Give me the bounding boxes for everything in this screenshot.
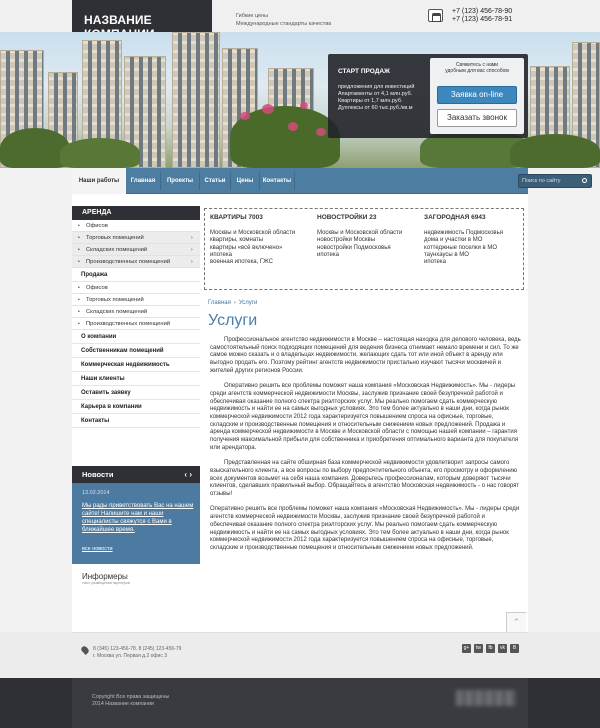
sidebar <box>72 206 200 428</box>
breadcrumb <box>208 300 257 306</box>
sidebar-item-owners[interactable]: Собственникам помещений <box>72 344 200 358</box>
news-header <box>72 466 200 483</box>
article-paragraph: Профессиональное агентство недвижимости в Москве – настоящая находка для делового человека, ведь самостоятельный поиск подходящих помещений для ведения бизнеса отнимает немало времени и сил. То же самое можно сказать и о владельцах недвижимости, желающих сдать тот или иной объект в аренду или выгодно продать его. Поэтому рейтинг агентств недвижимости пристально изучают тысячи москвичей и жителей других регионов России. <box>210 337 521 374</box>
scroll-top-button[interactable] <box>506 612 526 632</box>
copyright <box>92 694 169 708</box>
category-link[interactable]: Москвы и Московской области <box>317 230 403 236</box>
category-link[interactable]: ипотека <box>424 259 446 266</box>
promo-line: Дуплексы от 60 тыс.руб./кв.м <box>338 105 413 111</box>
category-title[interactable]: НОВОСТРОЙКИ 23 <box>317 214 377 221</box>
category-link[interactable]: таунхаусы в МО <box>424 251 469 258</box>
category-link[interactable]: коттеджные поселки в МО <box>424 244 498 251</box>
contact-line-2: удобным для вас способом <box>445 68 509 74</box>
promo-line: Квартиры от 1,7 млн.руб. <box>338 98 403 104</box>
header-phones <box>452 8 512 24</box>
nav-item-works[interactable]: Наши работы <box>72 168 126 194</box>
category-apartments <box>205 209 311 266</box>
twitter-icon[interactable]: tw <box>476 645 481 651</box>
informers <box>82 572 130 585</box>
main-nav <box>72 168 561 194</box>
sidebar-item-commercial[interactable]: Коммерческая недвижимость <box>72 358 200 372</box>
footer-address: г. Москва ул. Первая д.2 офис 3 <box>93 653 168 659</box>
phone-icon <box>428 9 443 22</box>
contact-box <box>430 58 524 134</box>
arrow-right-icon: › <box>191 235 193 241</box>
nav-item-home[interactable]: Главная <box>130 178 156 184</box>
chevron-left-icon[interactable]: ‹ <box>184 470 188 479</box>
chevron-right-icon[interactable]: › <box>189 470 192 479</box>
sidebar-item-about[interactable]: О компании <box>72 330 200 344</box>
online-request-button[interactable]: Заявка on-line <box>437 86 517 104</box>
facebook-icon[interactable]: fb <box>486 644 495 653</box>
promo-line: предложения для инвестиций <box>338 84 415 90</box>
promo-title: СТАРТ ПРОДАЖ <box>338 68 390 75</box>
promo-panel <box>328 54 528 138</box>
sidebar-item-sale[interactable]: Продажа <box>72 268 200 282</box>
sidebar-item-sale-warehouse[interactable] <box>72 306 200 318</box>
category-link[interactable]: военная ипотека, ГЖС <box>210 259 273 266</box>
all-news-link[interactable]: все новости <box>82 546 113 552</box>
category-title[interactable]: КВАРТИРЫ 7003 <box>210 214 263 221</box>
page-title: Услуги <box>208 312 258 329</box>
counter-badge <box>456 690 516 706</box>
news-link[interactable]: Мы рады приветствовать Вас на нашем сайте! Напишите нам и наши специалисты свяжутся с Вами в ближайшее время. <box>82 503 194 533</box>
category-link[interactable]: квартиры, комнаты <box>210 237 264 244</box>
blog-icon[interactable]: B <box>510 644 519 653</box>
sidebar-item-label: Производственных помещений <box>86 321 171 327</box>
contact-line-1: Свяжитесь с нами <box>455 62 499 68</box>
sidebar-item-rent-industrial[interactable] <box>72 256 200 268</box>
order-call-button[interactable]: Заказать звонок <box>437 109 517 127</box>
sidebar-item-clients[interactable]: Наши клиенты <box>72 372 200 386</box>
category-link[interactable]: Москвы и Московской области <box>210 230 296 236</box>
chevron-up-icon: ⌃ <box>512 617 521 627</box>
sidebar-item-label: Производственных помещений <box>86 259 171 265</box>
slogan-prices: Гибкие цены <box>236 13 269 19</box>
bullet-icon: • <box>78 223 80 229</box>
bullet-icon: • <box>78 285 80 291</box>
sidebar-item-contacts[interactable]: Контакты <box>72 414 200 428</box>
bullet-icon: • <box>78 309 80 315</box>
category-title[interactable]: ЗАГОРОДНАЯ 6943 <box>424 214 486 221</box>
bullet-icon: • <box>78 321 80 327</box>
sidebar-item-label: Складских помещений <box>86 309 148 315</box>
sidebar-item-label: Торговых помещений <box>86 235 144 241</box>
promo-list <box>338 84 414 112</box>
copyright-line: Copyright Все права защищены <box>92 694 170 700</box>
footer-address-block <box>93 646 181 660</box>
category-box <box>204 208 524 290</box>
news-heading: Новости <box>82 470 114 479</box>
arrow-right-icon: › <box>191 259 193 265</box>
category-new-buildings <box>312 209 418 259</box>
header-slogans <box>236 12 331 28</box>
sidebar-item-rent-retail[interactable] <box>72 232 200 244</box>
copyright-company: 2014 Название компании <box>92 701 155 707</box>
bullet-icon: • <box>78 259 80 265</box>
arrow-right-icon: › <box>191 247 193 253</box>
breadcrumb-home[interactable]: Главная <box>208 300 231 306</box>
contact-text <box>430 62 524 74</box>
google-plus-icon[interactable]: g+ <box>463 645 470 651</box>
category-link[interactable]: дома и участки в МО <box>424 237 483 244</box>
news-widget <box>72 466 200 564</box>
category-link[interactable]: квартиры «всё включено» <box>210 244 283 251</box>
category-link[interactable]: ипотека <box>317 251 339 258</box>
breadcrumb-current[interactable]: Услуги <box>238 300 258 306</box>
article-paragraph: Оперативно решить все проблемы поможет наша компания «Московская Недвижимость». Мы - лидеры среди агентств коммерческой недвижимости Москвы, заслужив признание своей безупречной работой и обеспечивая оказание полного спектра риэлторских услуг. Мы реально помогаем сдать коммерческую недвижимость и найти ее на самых выгодных условиях. Это тем более актуально в наши дни, когда рынок коммерческой недвижимости 2012 года характеризуется повышением спроса на офисные, торговые, складские и производственные помещения и относительным снижением новых предложений. <box>210 506 520 551</box>
category-link[interactable]: недвижимость Подмосковья <box>424 230 503 236</box>
phone-number-1: +7 (123) 456-78-90 <box>452 8 513 15</box>
category-suburban <box>419 209 525 266</box>
article-body <box>210 337 522 560</box>
search-input[interactable] <box>518 174 592 188</box>
informers-subtitle: текст размещения партнеров <box>82 581 130 585</box>
nav-item-articles[interactable]: Статьи <box>204 178 226 184</box>
vk-icon[interactable]: vk <box>500 645 505 651</box>
news-arrows <box>184 466 192 483</box>
footer-contacts <box>0 632 600 678</box>
search-placeholder: Поиск по сайту <box>522 178 561 184</box>
sidebar-item-career[interactable]: Карьера в компании <box>72 400 200 414</box>
article-paragraph: Оперативно решить все проблемы поможет наша компания «Московская Недвижимость». Мы - лидеры среди агентств коммерческой недвижимости Москвы, заслужив признание своей безупречной работой и обеспечивая оказание полного спектра риэлторских услуг. Мы реально помогаем сдать коммерческую недвижимость и найти ее на самых выгодных условиях. Это тем более актуально в наши дни, когда рынок коммерческой недвижимости 2012 года характеризуется повышением спроса на офисные, торговые, складские и производственные помещения и относительным снижением новых предложений. Продажа и аренда коммерческой недвижимости в Москве и Московской области с помощью нашей компании – гарантия получения максимальной прибыли для собственника и приобретения оптимального варианта для покупателя или арендатора. <box>210 383 519 451</box>
sidebar-item-sale-industrial[interactable] <box>72 318 200 330</box>
bullet-icon: • <box>78 247 80 253</box>
sidebar-item-rent-offices[interactable] <box>72 220 200 232</box>
news-date: 13.02.2014 <box>82 490 110 496</box>
sidebar-item-label: Торговых помещений <box>86 297 144 303</box>
footer-phones: 8 (345) 123-456-78. 8 (245) 123-456-79 <box>93 646 182 652</box>
company-name: НАЗВАНИЕ <box>84 13 152 27</box>
nav-item-prices[interactable]: Цены <box>236 178 254 184</box>
sidebar-item-label: Складских помещений <box>86 247 148 253</box>
sidebar-item-sale-retail[interactable] <box>72 294 200 306</box>
sidebar-heading-rent: АРЕНДА <box>72 206 200 220</box>
category-link[interactable]: новостройки Москвы <box>317 237 376 244</box>
slogan-quality: Международные стандарты качества <box>236 21 332 27</box>
search-icon[interactable] <box>582 178 587 183</box>
category-link[interactable]: ипотека <box>210 251 232 258</box>
article-paragraph: Представленная на сайте обширная база коммерческой недвижимости удовлетворит запросы самого взыскательного клиента, а все вопросы по выбору предпочтительного объекта, его просмотру и оформлению всех документов возьмет на себя наша компания. Доверьтесь профессионалам, которым доверяют тысячи клиентов, сделавших правильный выбор. Обращайтесь в агентство Московская недвижимость - о нас говорят отзывы! <box>210 460 520 498</box>
sidebar-item-request[interactable]: Оставить заявку <box>72 386 200 400</box>
bullet-icon: • <box>78 235 80 241</box>
nav-item-contacts[interactable]: Контакты <box>262 178 292 184</box>
nav-item-projects[interactable]: Проекты <box>166 178 194 184</box>
sidebar-item-label: Офисов <box>86 223 108 229</box>
sidebar-item-rent-warehouse[interactable] <box>72 244 200 256</box>
informers-title: Информеры <box>82 572 128 581</box>
sidebar-item-sale-offices[interactable] <box>72 282 200 294</box>
breadcrumb-separator: › <box>233 300 236 306</box>
sidebar-item-label: Офисов <box>86 285 108 291</box>
category-link[interactable]: новостройки Подмосковья <box>317 244 391 251</box>
promo-line: Апартаменты от 4,1 млн.руб. <box>338 91 413 97</box>
phone-number-2: +7 (123) 456-78-91 <box>452 16 513 23</box>
bullet-icon: • <box>78 297 80 303</box>
nav-separator <box>294 172 295 190</box>
